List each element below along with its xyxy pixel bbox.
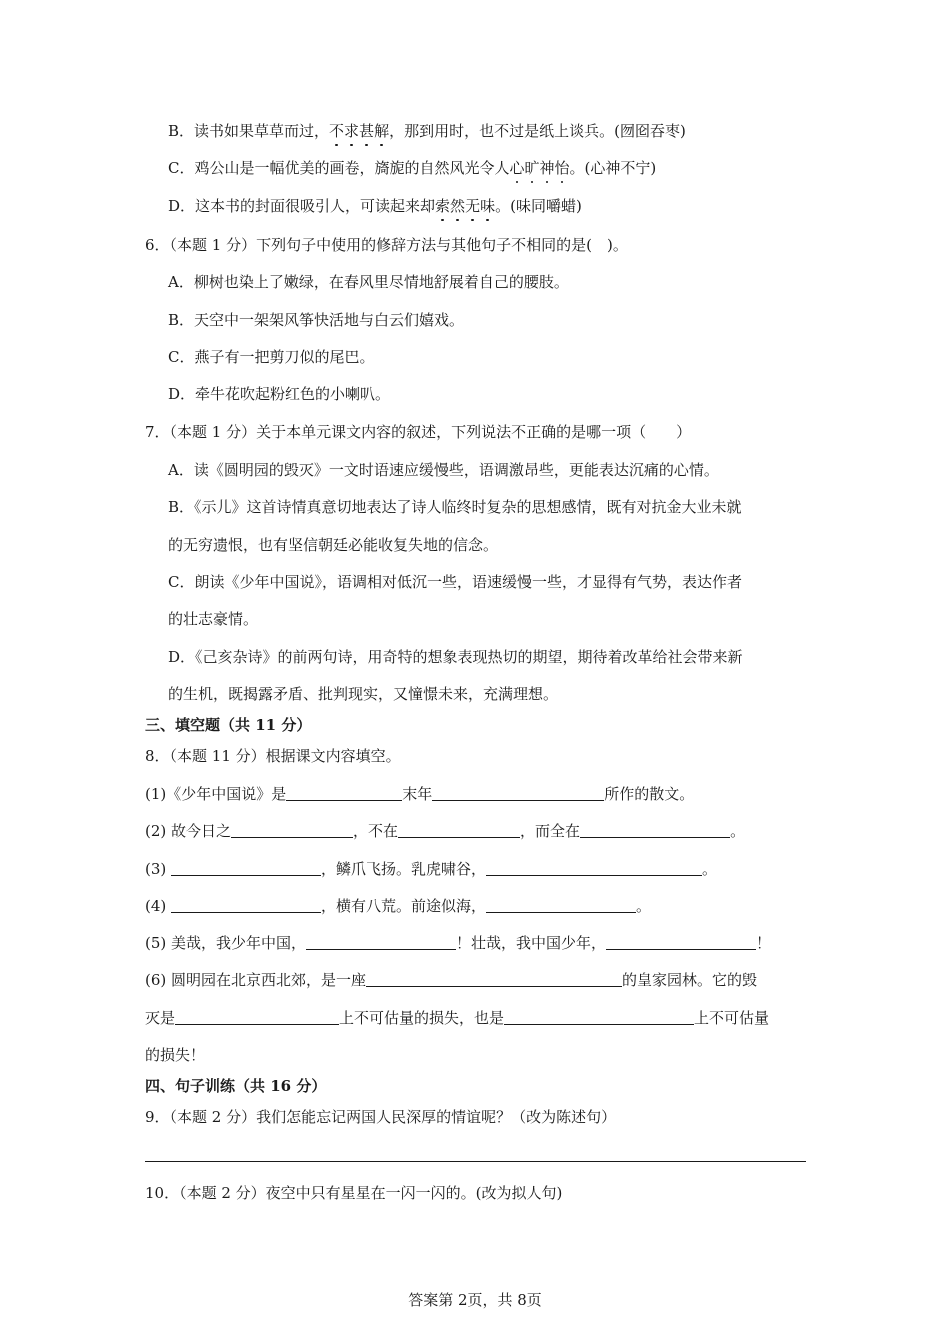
q7-option-c-line2: 的壮志豪情。: [168, 610, 259, 628]
answer-blank[interactable]: [306, 933, 456, 950]
q8-line-7: 灭是 上不可估量的损失，也是 上不可估量: [145, 1009, 770, 1027]
q7-option-c-line1: C．朗读《少年中国说》，语调相对低沉一些，语速缓慢一些，才显得有气势，表达作者: [168, 573, 742, 591]
answer-blank[interactable]: [504, 1008, 694, 1025]
q5-option-d: D．这本书的封面很吸引人，可读起来却索然无味。(味同嚼蜡): [168, 197, 582, 215]
answer-blank[interactable]: [432, 784, 604, 801]
q8-line-1: (1)《少年中国说》是 末年 所作的散文。: [145, 785, 695, 803]
answer-blank[interactable]: [171, 896, 321, 913]
q8-line-4: (4) ，横有八荒。前途似海， 。: [145, 897, 652, 915]
answer-blank[interactable]: [171, 859, 321, 876]
dotted-emphasis: 索然无味: [435, 197, 496, 215]
answer-blank[interactable]: [486, 896, 636, 913]
q7-option-a: A．读《圆明园的毁灭》一文时语速应缓慢些，语调激昂些，更能表达沉痛的心情。: [168, 461, 719, 479]
q6-option-b: B．天空中一架架风筝快活地与白云们嬉戏。: [168, 311, 465, 329]
answer-blank[interactable]: [175, 1008, 339, 1025]
q7-option-b-line1: B．《示儿》这首诗情真意切地表达了诗人临终时复杂的思想感情，既有对抗金大业未就: [168, 498, 742, 516]
answer-blank[interactable]: [398, 821, 520, 838]
q8-line-3: (3) ，鳞爪飞扬。乳虎啸谷， 。: [145, 860, 718, 878]
dotted-emphasis: 不求甚解: [329, 122, 390, 140]
q6-option-a: A．柳树也染上了嫩绿，在春风里尽情地舒展着自己的腰肢。: [168, 273, 569, 291]
answer-blank[interactable]: [606, 933, 756, 950]
q9-answer-line[interactable]: [145, 1161, 806, 1162]
q7-stem: 7．（本题 1 分）关于本单元课文内容的叙述，下列说法不正确的是哪一项（ ）: [145, 423, 692, 441]
q6-option-d: D．牵牛花吹起粉红色的小喇叭。: [168, 385, 391, 403]
page-footer: 答案第 2页，共 8页: [408, 1291, 542, 1309]
q8-line-6: (6) 圆明园在北京西北郊，是一座 的皇家园林。它的毁: [145, 971, 758, 989]
q10-stem: 10．（本题 2 分）夜空中只有星星在一闪一闪的。(改为拟人句): [145, 1184, 563, 1202]
q7-option-d-line1: D．《己亥杂诗》的前两句诗，用奇特的想象表现热切的期望，期待着改革给社会带来新: [168, 648, 743, 666]
q8-line-5: (5) 美哉，我少年中国， ！壮哉，我中国少年， ！: [145, 934, 772, 952]
answer-blank[interactable]: [580, 821, 730, 838]
dotted-emphasis: 心旷神怡: [509, 159, 570, 177]
q5-option-b: B．读书如果草草而过，不求甚解，那到用时，也不过是纸上谈兵。(囫囵吞枣): [168, 122, 686, 140]
q8-line-8: 的损失！: [145, 1046, 206, 1064]
q6-stem: 6．（本题 1 分）下列句子中使用的修辞方法与其他句子不相同的是( )。: [145, 236, 628, 254]
q7-option-d-line2: 的生机，既揭露矛盾、批判现实，又憧憬未来，充满理想。: [168, 685, 559, 703]
q6-option-c: C．燕子有一把剪刀似的尾巴。: [168, 348, 375, 366]
section-heading-sentence-training: 四、句子训练（共 16 分）: [145, 1077, 327, 1095]
answer-blank[interactable]: [231, 821, 353, 838]
q5-option-c: C．鸡公山是一幅优美的画卷，旖旎的自然风光令人心旷神怡。(心神不宁): [168, 159, 657, 177]
answer-blank[interactable]: [366, 970, 622, 987]
q9-stem: 9．（本题 2 分）我们怎能忘记两国人民深厚的情谊呢？（改为陈述句）: [145, 1108, 617, 1126]
answer-blank[interactable]: [286, 784, 402, 801]
q7-option-b-line2: 的无穷遗恨，也有坚信朝廷必能收复失地的信念。: [168, 536, 499, 554]
answer-blank[interactable]: [486, 859, 702, 876]
q8-stem: 8．（本题 11 分）根据课文内容填空。: [145, 747, 401, 765]
q8-line-2: (2) 故今日之 ，不在 ，而全在 。: [145, 822, 746, 840]
section-heading-fill-in: 三、填空题（共 11 分）: [145, 716, 312, 734]
